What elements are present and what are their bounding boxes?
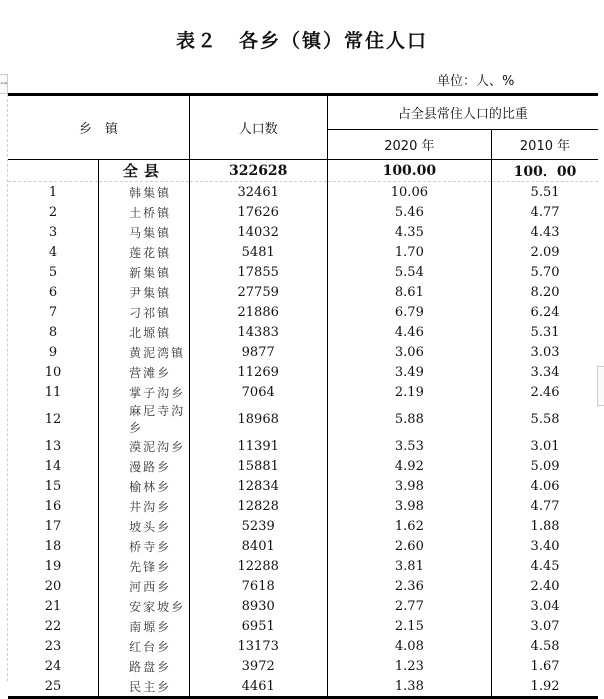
row-share-2010: 3.34 [530, 364, 560, 380]
row-township-name: 漫路乡 [99, 456, 190, 476]
row-number: 9 [48, 344, 58, 360]
row-share-2010: 3.04 [530, 598, 560, 614]
row-township-name: 坡头乡 [99, 516, 190, 536]
header-2010: 2010 年 [492, 130, 598, 160]
table-row [8, 576, 598, 596]
table-row [8, 322, 598, 342]
row-population: 9877 [189, 342, 327, 362]
row-share-2010: 4.77 [530, 204, 560, 220]
row-share-2020: 10.06 [327, 182, 491, 203]
row-township-name: 麻尼寺沟乡 [99, 402, 190, 436]
row-township-name: 掌子沟乡 [99, 382, 190, 402]
row-share-2020: 3.81 [327, 556, 491, 576]
row-population: 5481 [189, 242, 327, 262]
row-number: 4 [48, 244, 58, 260]
row-number: 6 [48, 284, 58, 300]
row-township-name: 营滩乡 [99, 362, 190, 382]
row-number: 13 [44, 438, 62, 454]
row-number: 18 [44, 538, 62, 554]
row-number: 21 [44, 598, 62, 614]
row-share-2020: 2.77 [327, 596, 491, 616]
row-number: 20 [44, 578, 62, 594]
row-population: 14032 [189, 222, 327, 242]
table-row [8, 202, 598, 222]
table-row [8, 516, 598, 536]
row-share-2020: 4.35 [327, 222, 491, 242]
row-share-2010: 3.01 [530, 438, 560, 454]
total-row [8, 160, 598, 182]
row-township-name: 桥寺乡 [99, 536, 190, 556]
row-number: 1 [48, 184, 58, 200]
row-number: 5 [48, 264, 58, 280]
row-population: 7618 [189, 576, 327, 596]
row-population: 27759 [189, 282, 327, 302]
table-row [8, 182, 598, 203]
row-township-name: 路盘乡 [99, 656, 190, 676]
row-township-name: 刁祁镇 [99, 302, 190, 322]
row-share-2010: 5.31 [530, 324, 560, 340]
row-share-2020: 3.98 [327, 476, 491, 496]
row-population: 7064 [189, 382, 327, 402]
row-population: 5239 [189, 516, 327, 536]
row-township-name: 河西乡 [99, 576, 190, 596]
row-share-2010: 2.46 [530, 384, 560, 400]
row-township-name: 北塬镇 [99, 322, 190, 342]
row-share-2010: 5.51 [530, 184, 560, 200]
row-share-2010: 3.40 [530, 538, 560, 554]
row-number: 24 [44, 658, 62, 674]
row-population: 11269 [189, 362, 327, 382]
row-population: 4461 [189, 676, 327, 698]
row-population: 13173 [189, 636, 327, 656]
row-share-2010: 3.07 [530, 618, 560, 634]
row-share-2010: 3.03 [530, 344, 560, 360]
row-share-2010: 4.45 [530, 558, 560, 574]
row-population: 17626 [189, 202, 327, 222]
row-share-2010: 1.67 [530, 658, 560, 674]
table-row [8, 382, 598, 402]
row-number: 25 [8, 676, 99, 698]
row-share-2020: 3.06 [327, 342, 491, 362]
total-population: 322628 [189, 160, 327, 182]
row-share-2010: 6.24 [530, 304, 560, 320]
table-row [8, 402, 598, 436]
row-share-2020: 1.38 [327, 676, 491, 698]
row-share-2020: 5.54 [327, 262, 491, 282]
row-township-name: 新集镇 [99, 262, 190, 282]
table-row [8, 282, 598, 302]
row-township-name: 南塬乡 [99, 616, 190, 636]
row-population: 12288 [189, 556, 327, 576]
row-population: 8930 [189, 596, 327, 616]
page-title: 表２ 各乡（镇）常住人口 [175, 30, 428, 52]
row-number: 16 [44, 498, 62, 514]
row-township-name: 马集镇 [99, 222, 190, 242]
row-share-2010: 1.92 [492, 676, 598, 698]
row-share-2020: 2.15 [327, 616, 491, 636]
row-population: 11391 [189, 436, 327, 456]
table-row [8, 342, 598, 362]
row-share-2010: 5.70 [530, 264, 560, 280]
row-number: 10 [44, 364, 62, 380]
table-row [8, 596, 598, 616]
row-share-2010: 5.58 [530, 411, 560, 427]
row-number: 2 [48, 204, 58, 220]
row-population: 21886 [189, 302, 327, 322]
table-row [8, 242, 598, 262]
row-number: 17 [44, 518, 62, 534]
row-township-name: 红台乡 [99, 636, 190, 656]
row-share-2010: 5.09 [530, 458, 560, 474]
table-row [8, 636, 598, 656]
row-township-name: 莲花镇 [99, 242, 190, 262]
row-share-2020: 2.19 [327, 382, 491, 402]
row-number: 22 [44, 618, 62, 634]
row-share-2020: 5.88 [327, 402, 491, 436]
row-share-2020: 4.46 [327, 322, 491, 342]
row-share-2020: 8.61 [327, 282, 491, 302]
row-population: 15881 [189, 456, 327, 476]
row-share-2020: 1.62 [327, 516, 491, 536]
row-number: 11 [44, 384, 62, 400]
table-row [8, 556, 598, 576]
row-township-name: 先锋乡 [99, 556, 190, 576]
row-share-2020: 1.70 [327, 242, 491, 262]
table-row [8, 222, 598, 242]
row-share-2020: 4.92 [327, 456, 491, 476]
row-township-name: 尹集镇 [99, 282, 190, 302]
table-row [8, 362, 598, 382]
row-township-name: 漠泥沟乡 [99, 436, 190, 456]
table-row [8, 536, 598, 556]
row-share-2020: 3.49 [327, 362, 491, 382]
table-row [8, 496, 598, 516]
row-township-name: 民主乡 [99, 676, 190, 698]
row-population: 17855 [189, 262, 327, 282]
row-share-2010: 2.40 [530, 578, 560, 594]
row-township-name: 黄泥湾镇 [99, 342, 190, 362]
table-row [8, 476, 598, 496]
row-number: 3 [48, 224, 58, 240]
row-number: 7 [48, 304, 58, 320]
row-share-2020: 3.98 [327, 496, 491, 516]
row-share-2020: 5.46 [327, 202, 491, 222]
table-row [8, 262, 598, 282]
row-number: 12 [44, 411, 62, 427]
total-share-2010: 100．00 [492, 160, 598, 182]
unit-label: 单位：人、% [437, 74, 515, 89]
row-share-2020: 2.60 [327, 536, 491, 556]
row-share-2020: 6.79 [327, 302, 491, 322]
row-township-name: 井沟乡 [99, 496, 190, 516]
row-population: 3972 [189, 656, 327, 676]
row-township-name: 安家坡乡 [99, 596, 190, 616]
row-number: 8 [48, 324, 58, 340]
row-share-2020: 3.53 [327, 436, 491, 456]
total-name: 全县 [99, 160, 190, 182]
row-township-name: 土桥镇 [99, 202, 190, 222]
table-row [8, 676, 598, 698]
row-share-2020: 1.23 [327, 656, 491, 676]
row-population: 14383 [189, 322, 327, 342]
row-share-2010: 4.77 [530, 498, 560, 514]
table-row [8, 436, 598, 456]
total-share-2020: 100.00 [327, 160, 491, 182]
row-number: 14 [44, 458, 62, 474]
row-population: 12828 [189, 496, 327, 516]
table-row [8, 656, 598, 676]
row-share-2010: 4.06 [530, 478, 560, 494]
row-share-2020: 4.08 [327, 636, 491, 656]
row-number: 19 [44, 558, 62, 574]
header-2020: 2020 年 [327, 130, 491, 160]
table-move-handle-icon[interactable]: → [0, 74, 8, 94]
header-township: 乡 镇 [8, 95, 189, 160]
row-population: 32461 [189, 182, 327, 203]
table-row [8, 456, 598, 476]
row-share-2010: 2.09 [530, 244, 560, 260]
row-township-name: 榆林乡 [99, 476, 190, 496]
table-row [8, 302, 598, 322]
row-population: 6951 [189, 616, 327, 636]
row-share-2010: 8.20 [530, 284, 560, 300]
row-township-name: 韩集镇 [99, 182, 190, 203]
row-share-2010: 4.58 [530, 638, 560, 654]
row-population: 8401 [189, 536, 327, 556]
population-table [8, 93, 598, 699]
row-share-2010: 1.88 [530, 518, 560, 534]
row-population: 18968 [189, 402, 327, 436]
row-share-2010: 4.43 [530, 224, 560, 240]
side-tab-handle[interactable] [597, 366, 604, 406]
row-number: 15 [44, 478, 62, 494]
row-number: 23 [44, 638, 62, 654]
table-row [8, 616, 598, 636]
header-share-group: 占全县常住人口的比重 [327, 95, 598, 130]
row-share-2020: 2.36 [327, 576, 491, 596]
header-population: 人口数 [189, 95, 327, 160]
row-population: 12834 [189, 476, 327, 496]
